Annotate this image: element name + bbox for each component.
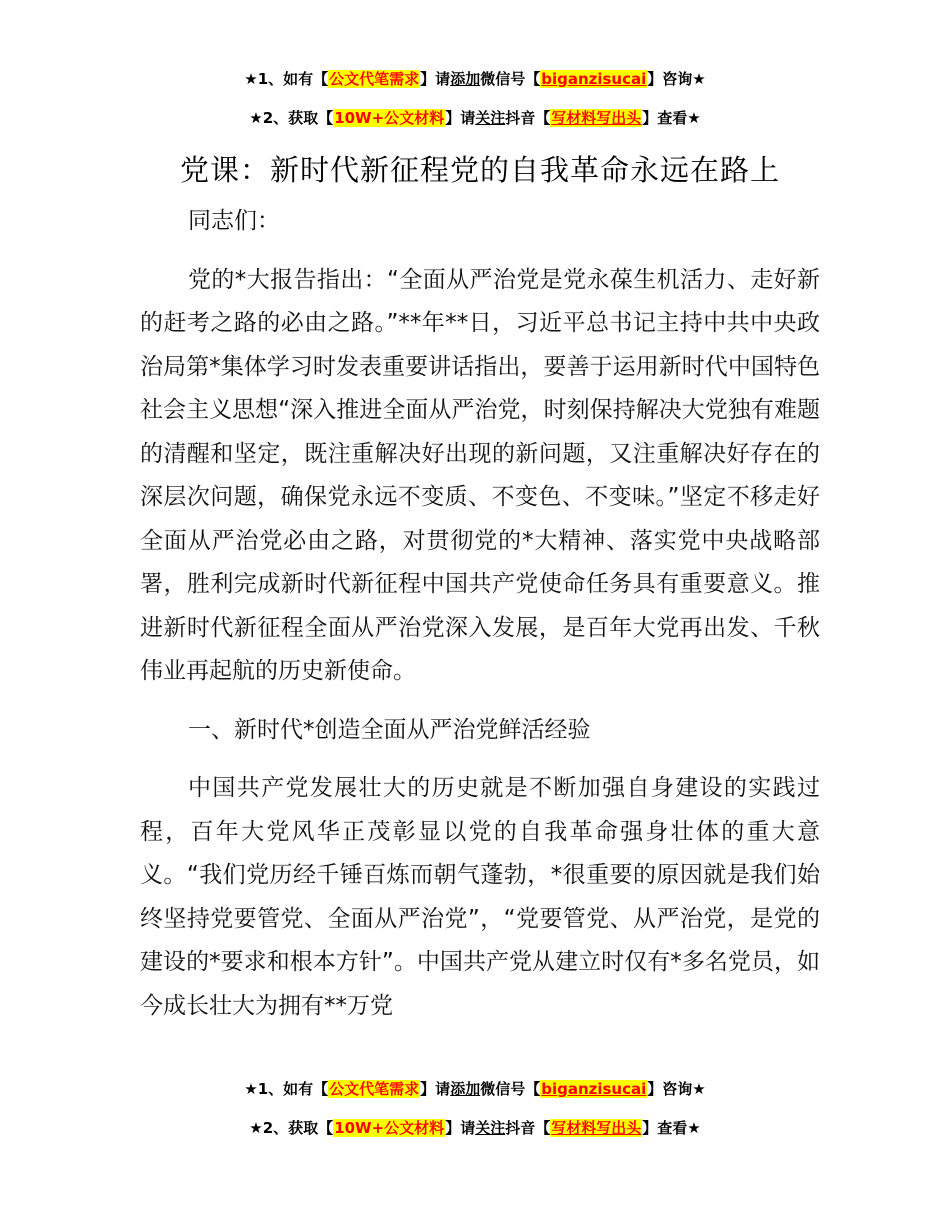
highlight-materials: 10W+公文材料 [334, 109, 445, 127]
banner-text: 】请 [445, 1119, 476, 1137]
banner-text: 】咨询★ [647, 1080, 706, 1098]
banner-text: 抖音【 [505, 109, 551, 127]
highlight-wechat-id: biganzisucai [541, 70, 647, 88]
underlined-follow: 关注 [475, 109, 506, 127]
banner-text: 】查看★ [642, 1119, 701, 1137]
highlight-douyin-id: 写材料写出头 [551, 1119, 642, 1137]
banner-text: 】请 [420, 70, 451, 88]
banner-text: 抖音【 [505, 1119, 551, 1137]
section-heading: 一、新时代*创造全面从严治党鲜活经验 [188, 716, 591, 743]
document-title: 党课：新时代新征程党的自我革命永远在路上 [179, 153, 780, 187]
underlined-add: 添加 [450, 70, 481, 88]
underlined-follow: 关注 [475, 1119, 506, 1137]
promo-banner-bottom-2 [0, 1117, 950, 1138]
banner-text: 】请 [445, 109, 476, 127]
promo-banner-top-1 [0, 68, 950, 89]
banner-text: 微信号【 [480, 70, 541, 88]
highlight-service: 公文代笔需求 [329, 70, 420, 88]
salutation: 同志们： [188, 208, 280, 234]
highlight-wechat-id: biganzisucai [541, 1080, 647, 1098]
banner-text: 】请 [420, 1080, 451, 1098]
paragraph-section-1: 中国共产党发展壮大的历史就是不断加强自身建设的实践过程，百年大党风华正茂彰显以党的自我革命强身壮体的重大意义。“我们党历经千锤百炼而朝气蓬勃，*很重要的原因就是我们始终坚持党要管党、全面从严治党”，“党要管党、从严治党，是党的建设的*要求和根本方针”。中国共产党从建立时仅有*多名党员，如今成长壮大为拥有**万党 [140, 775, 820, 1019]
banner-text: ★2、获取【 [249, 1119, 334, 1137]
banner-text: ★1、如有【 [244, 1080, 329, 1098]
underlined-add: 添加 [450, 1080, 481, 1098]
highlight-service: 公文代笔需求 [329, 1080, 420, 1098]
paragraph-intro: 党的*大报告指出：“全面从严治党是党永葆生机活力、走好新的赶考之路的必由之路。”**年**日，习近平总书记主持中共中央政治局第*集体学习时发表重要讲话指出，要善于运用新时代中国特色社会主义思想“深入推进全面从严治党，时刻保持解决大党独有难题的清醒和坚定，既注重解决好出现的新问题，又注重解决好存在的深层次问题，确保党永远不变质、不变色、不变味。”坚定不移走好全面从严治党必由之路，对贯彻党的*大精神、落实党中央战略部署，胜利完成新时代新征程中国共产党使命任务具有重要意义。推进新时代新征程全面从严治党深入发展，是百年大党再出发、千秋伟业再起航的历史新使命。 [140, 266, 820, 684]
highlight-materials: 10W+公文材料 [334, 1119, 445, 1137]
promo-banner-top-2 [0, 107, 950, 128]
document-body [140, 200, 820, 1028]
banner-text: ★2、获取【 [249, 109, 334, 127]
banner-text: 】查看★ [642, 109, 701, 127]
promo-banner-bottom-1 [0, 1078, 950, 1099]
banner-text: 】咨询★ [647, 70, 706, 88]
banner-text: ★1、如有【 [244, 70, 329, 88]
banner-text: 微信号【 [480, 1080, 541, 1098]
highlight-douyin-id: 写材料写出头 [551, 109, 642, 127]
